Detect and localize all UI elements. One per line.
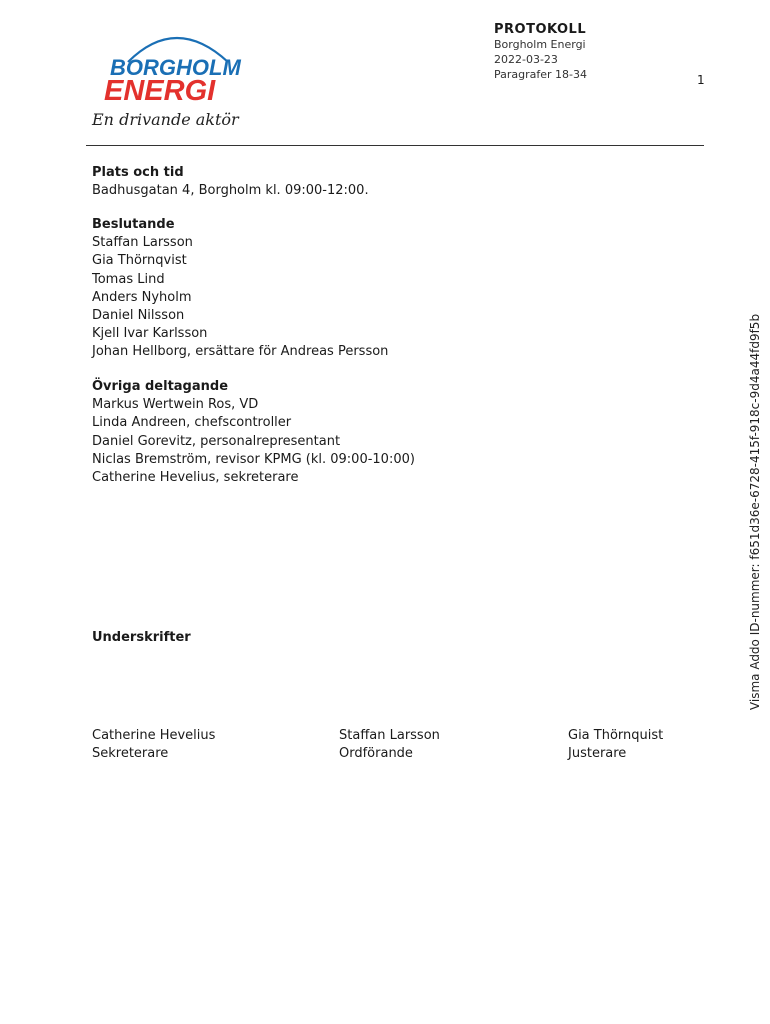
list-item: Daniel Nilsson [92,308,185,324]
header-paragraphs: Paragrafer 18-34 [494,68,588,81]
list-item: Catherine Hevelius, sekreterare [92,470,299,486]
header-divider [86,145,704,146]
section-decision-makers [92,216,388,362]
logo-graphic [88,22,258,134]
header-date: 2022-03-23 [494,53,558,66]
header-org: Borgholm Energi [494,38,586,51]
other-participants-heading: Övriga deltagande [92,379,229,394]
list-item: Johan Hellborg, ersättare för Andreas Persson [92,344,389,360]
section-place [92,164,369,200]
signature-block [339,727,440,763]
decision-makers-heading: Beslutande [92,217,175,232]
signature-block [92,727,215,763]
signature-role: Ordförande [339,746,413,762]
list-item: Daniel Gorevitz, personalrepresentant [92,433,341,449]
place-text: Badhusgatan 4, Borgholm kl. 09:00-12:00. [92,183,369,199]
signature-name: Gia Thörnquist [568,728,664,743]
signatures-heading: Underskrifter [92,630,191,645]
list-item: Gia Thörnqvist [92,253,187,269]
list-item: Linda Andreen, chefscontroller [92,415,292,431]
document-header [494,22,587,82]
place-heading: Plats och tid [92,165,184,180]
signature-role: Sekreterare [92,746,169,762]
document-id-side-text: Visma Addo ID-nummer: f651d36e-6728-415f-918c-9d4a44fd9f5b [748,313,762,711]
list-item: Staffan Larsson [92,235,193,251]
signature-name: Staffan Larsson [339,728,440,743]
list-item: Anders Nyholm [92,289,192,305]
signature-role: Justerare [568,746,627,762]
logo-tagline: En drivande aktör [92,110,239,129]
section-signatures [92,629,191,647]
document-title: PROTOKOLL [494,22,587,37]
page-number: 1 [697,73,705,87]
logo-line1: BORGHOLM [110,55,241,80]
logo-line2: ENERGI [104,75,216,107]
signature-block [568,727,663,763]
list-item: Niclas Bremström, revisor KPMG (kl. 09:00-10:00) [92,451,415,467]
list-item: Kjell Ivar Karlsson [92,326,208,342]
list-item: Markus Wertwein Ros, VD [92,397,259,413]
company-logo [88,22,258,134]
section-other-participants [92,378,415,487]
signature-name: Catherine Hevelius [92,728,216,743]
list-item: Tomas Lind [92,271,165,287]
